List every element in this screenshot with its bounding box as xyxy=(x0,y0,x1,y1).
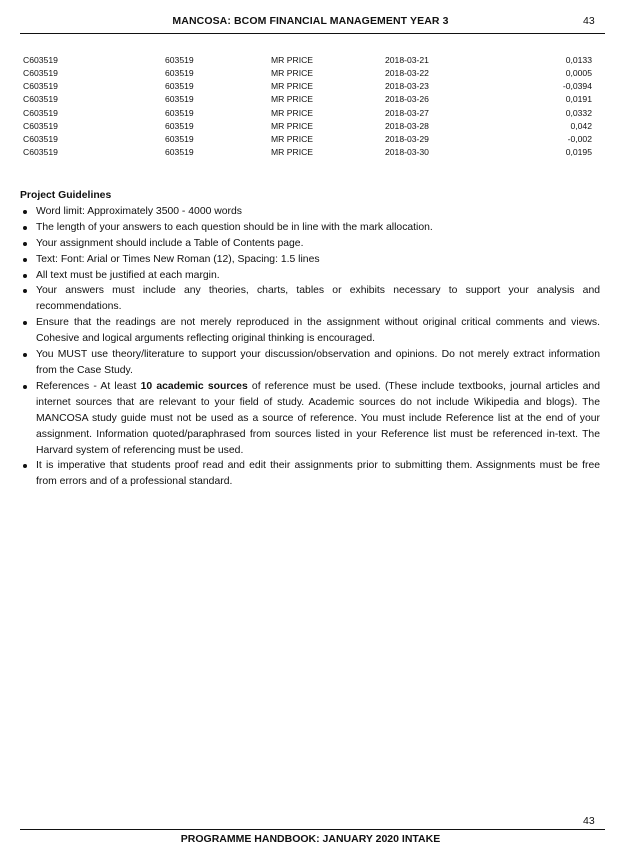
table-row xyxy=(0,93,621,106)
cell-code: C603519 xyxy=(23,107,58,118)
guidelines-list xyxy=(20,204,600,490)
cell-date: 2018-03-22 xyxy=(385,68,429,79)
table-row xyxy=(0,54,621,67)
cell-return: -0,002 xyxy=(567,133,592,144)
header-page-number: 43 xyxy=(583,15,595,27)
cell-code: C603519 xyxy=(23,94,58,105)
references-post: of reference must be used. (These include textbooks, journal articles and internet sources that are relevant to your field of study. Academic sources do not include Wikipedia and blogs). The MANCOSA study guide must not be used as a source of reference. You must include Reference list at the end of your assignment. Information quoted/paraphrased from sources listed in your Reference list must be referenced in-text. The Harvard system of referencing must be used. xyxy=(36,380,600,456)
list-item: Text: Font: Arial or Times New Roman (12), Spacing: 1.5 lines xyxy=(20,252,600,268)
references-bold: 10 academic sources xyxy=(140,380,248,392)
cell-code: C603519 xyxy=(23,81,58,92)
cell-id: 603519 xyxy=(165,146,194,157)
cell-return: -0,0394 xyxy=(562,81,592,92)
cell-date: 2018-03-23 xyxy=(385,81,429,92)
cell-code: C603519 xyxy=(23,55,58,65)
cell-company: MR PRICE xyxy=(271,107,314,118)
cell-code: C603519 xyxy=(23,120,58,131)
footer-page-number: 43 xyxy=(583,815,595,827)
cell-id: 603519 xyxy=(165,133,194,144)
cell-company: MR PRICE xyxy=(271,68,314,79)
list-item-references xyxy=(20,379,600,459)
cell-company: MR PRICE xyxy=(271,146,314,157)
list-item: All text must be justified at each margin. xyxy=(20,268,600,284)
cell-id: 603519 xyxy=(165,81,194,92)
cell-date: 2018-03-26 xyxy=(385,94,429,105)
cell-date: 2018-03-27 xyxy=(385,107,429,118)
cell-date: 2018-03-21 xyxy=(385,55,429,65)
list-item: Your assignment should include a Table of Contents page. xyxy=(20,236,600,252)
header-rule xyxy=(20,33,605,34)
cell-code: C603519 xyxy=(23,133,58,144)
table-row xyxy=(0,67,621,80)
cell-company: MR PRICE xyxy=(271,133,314,144)
project-guidelines xyxy=(20,188,600,490)
references-pre: References - At least xyxy=(36,380,141,392)
cell-id: 603519 xyxy=(165,120,194,131)
cell-return: 0,0195 xyxy=(565,146,592,157)
cell-date: 2018-03-28 xyxy=(385,120,429,131)
table-row xyxy=(0,107,621,120)
cell-date: 2018-03-30 xyxy=(385,146,429,157)
cell-return: 0,0133 xyxy=(565,55,592,65)
cell-code: C603519 xyxy=(23,68,58,79)
table-row xyxy=(0,133,621,146)
table-row xyxy=(0,120,621,133)
footer-title: PROGRAMME HANDBOOK: JANUARY 2020 INTAKE xyxy=(180,833,441,845)
returns-table xyxy=(0,54,621,159)
cell-return: 0,0191 xyxy=(565,94,592,105)
cell-code: C603519 xyxy=(23,146,58,157)
cell-return: 0,042 xyxy=(570,120,592,131)
cell-return: 0,0005 xyxy=(565,68,592,79)
list-item: The length of your answers to each question should be in line with the mark allocation. xyxy=(20,220,600,236)
cell-id: 603519 xyxy=(165,94,194,105)
table-row xyxy=(0,80,621,93)
list-item: It is imperative that students proof read and edit their assignments prior to submitting them. Assignments must be free from errors and of a professional standard. xyxy=(20,458,600,490)
guidelines-title: Project Guidelines xyxy=(20,190,112,201)
cell-company: MR PRICE xyxy=(271,94,314,105)
list-item: Ensure that the readings are not merely reproduced in the assignment without original critical comments and views. Cohesive and logical arguments reflecting original thinking is encouraged. xyxy=(20,315,600,347)
cell-id: 603519 xyxy=(165,55,194,65)
header-title: MANCOSA: BCOM FINANCIAL MANAGEMENT YEAR 3 xyxy=(172,15,449,27)
list-item: Word limit: Approximately 3500 - 4000 words xyxy=(20,204,600,220)
list-item: You MUST use theory/literature to support your discussion/observation and opinions. Do not merely extract information from the Case Study. xyxy=(20,347,600,379)
cell-id: 603519 xyxy=(165,107,194,118)
cell-company: MR PRICE xyxy=(271,55,314,65)
cell-company: MR PRICE xyxy=(271,81,314,92)
cell-company: MR PRICE xyxy=(271,120,314,131)
cell-date: 2018-03-29 xyxy=(385,133,429,144)
cell-return: 0,0332 xyxy=(565,107,592,118)
list-item: Your answers must include any theories, charts, tables or exhibits necessary to support your analysis and recommendations. xyxy=(20,283,600,315)
table-row xyxy=(0,146,621,159)
cell-id: 603519 xyxy=(165,68,194,79)
footer-rule xyxy=(20,829,605,830)
